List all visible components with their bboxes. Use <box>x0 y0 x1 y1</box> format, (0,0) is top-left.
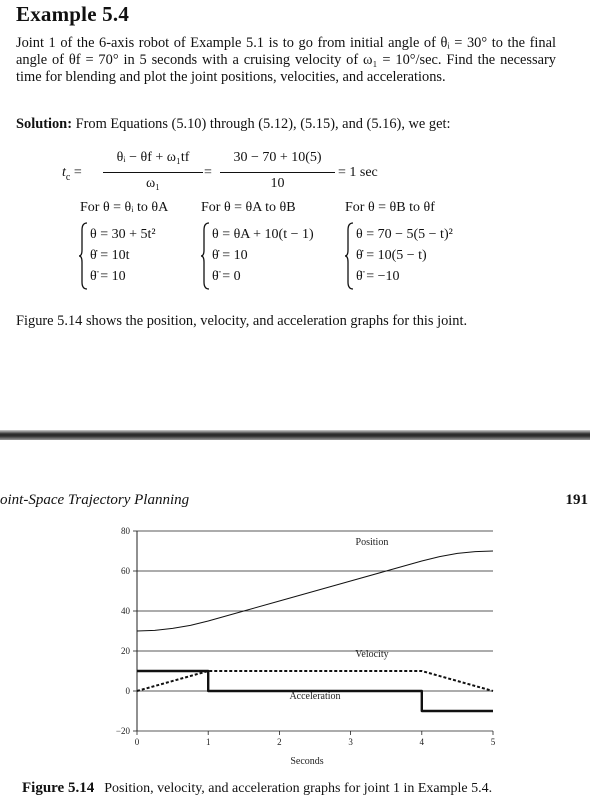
series-velocity-line <box>137 671 493 691</box>
x-tick-label: 4 <box>419 737 425 747</box>
problem-statement: Joint 1 of the 6-axis robot of Example 5.1 is to go from initial angle of θᵢ = 30° to the final angle of θf = 70° in 5 seconds with a cruising velocity of ω₁ = 10°/sec. Find the necessary time for blending and plot the joint positions, velocities, and accelerations. <box>16 35 556 85</box>
chart-axes <box>133 531 493 735</box>
chart-series <box>137 551 493 711</box>
x-tick-label: 3 <box>348 737 353 747</box>
annotation-velocity: Velocity <box>355 649 389 660</box>
tc-num-values: 30 − 70 + 10(5) <box>233 150 322 165</box>
tc-equals: = <box>204 165 212 180</box>
tc-result: = 1 sec <box>338 165 378 180</box>
tc-numerator: θᵢ − θf + ω₁tf <box>116 150 190 165</box>
solution-line <box>16 116 450 133</box>
x-axis-label: Seconds <box>290 756 324 767</box>
tc-symbol: $t_c$ = <box>62 165 82 183</box>
solution-text: From Equations (5.10) through (5.12), (5.15), and (5.16), we get: <box>75 116 451 132</box>
segment-1-header: For θ = θᵢ to θA <box>80 200 169 215</box>
x-tick-label: 2 <box>277 737 282 747</box>
tc-fraction-line-2 <box>220 172 335 173</box>
segment-2-equations: θ = θA + 10(t − 1) θ̇ = 10 θ̈ = 0 <box>212 227 314 284</box>
annotation-position: Position <box>355 537 389 548</box>
series-position-line <box>137 551 493 631</box>
segment-3-equations: θ = 70 − 5(5 − t)² θ̇ = 10(5 − t) θ̈ = −10 <box>356 227 453 284</box>
brace-2 <box>200 222 210 290</box>
example-heading: Example 5.4 <box>16 2 130 26</box>
segment-1-equations: θ = 30 + 5t² θ̇ = 10t θ̈ = 10 <box>90 227 156 284</box>
segment-3-header: For θ = θB to θf <box>345 200 435 215</box>
y-tick-label: −20 <box>115 726 130 736</box>
y-tick-label: 20 <box>121 646 130 656</box>
x-tick-label: 0 <box>134 737 140 747</box>
x-tick-label: 1 <box>205 737 211 747</box>
figure-caption <box>22 780 492 797</box>
page-divider <box>0 430 590 440</box>
x-tick-label: 5 <box>490 737 496 747</box>
y-tick-label: 60 <box>121 566 130 576</box>
trajectory-chart <box>0 520 590 775</box>
y-tick-label: 0 <box>125 686 130 696</box>
y-tick-label: 40 <box>121 606 130 616</box>
solution-label: Solution: <box>16 116 72 132</box>
brace-3 <box>344 222 354 290</box>
running-head: oint-Space Trajectory Planning <box>0 492 190 508</box>
caption-text: Position, velocity, and acceleration graphs for joint 1 in Example 5.4. <box>104 781 493 796</box>
tc-den-values: 10 <box>270 176 285 191</box>
tc-denominator: ω₁ <box>145 176 161 191</box>
caption-label: Figure 5.14 <box>22 780 95 796</box>
tc-fraction-line <box>103 172 203 173</box>
y-tick-label: 80 <box>121 526 130 536</box>
segment-2-header: For θ = θA to θB <box>201 200 296 215</box>
page-number: 191 <box>565 492 588 508</box>
brace-1 <box>78 222 88 290</box>
figure-reference: Figure 5.14 shows the position, velocity, and acceleration graphs for this joint. <box>16 313 468 329</box>
annotation-acceleration: Acceleration <box>289 691 341 702</box>
